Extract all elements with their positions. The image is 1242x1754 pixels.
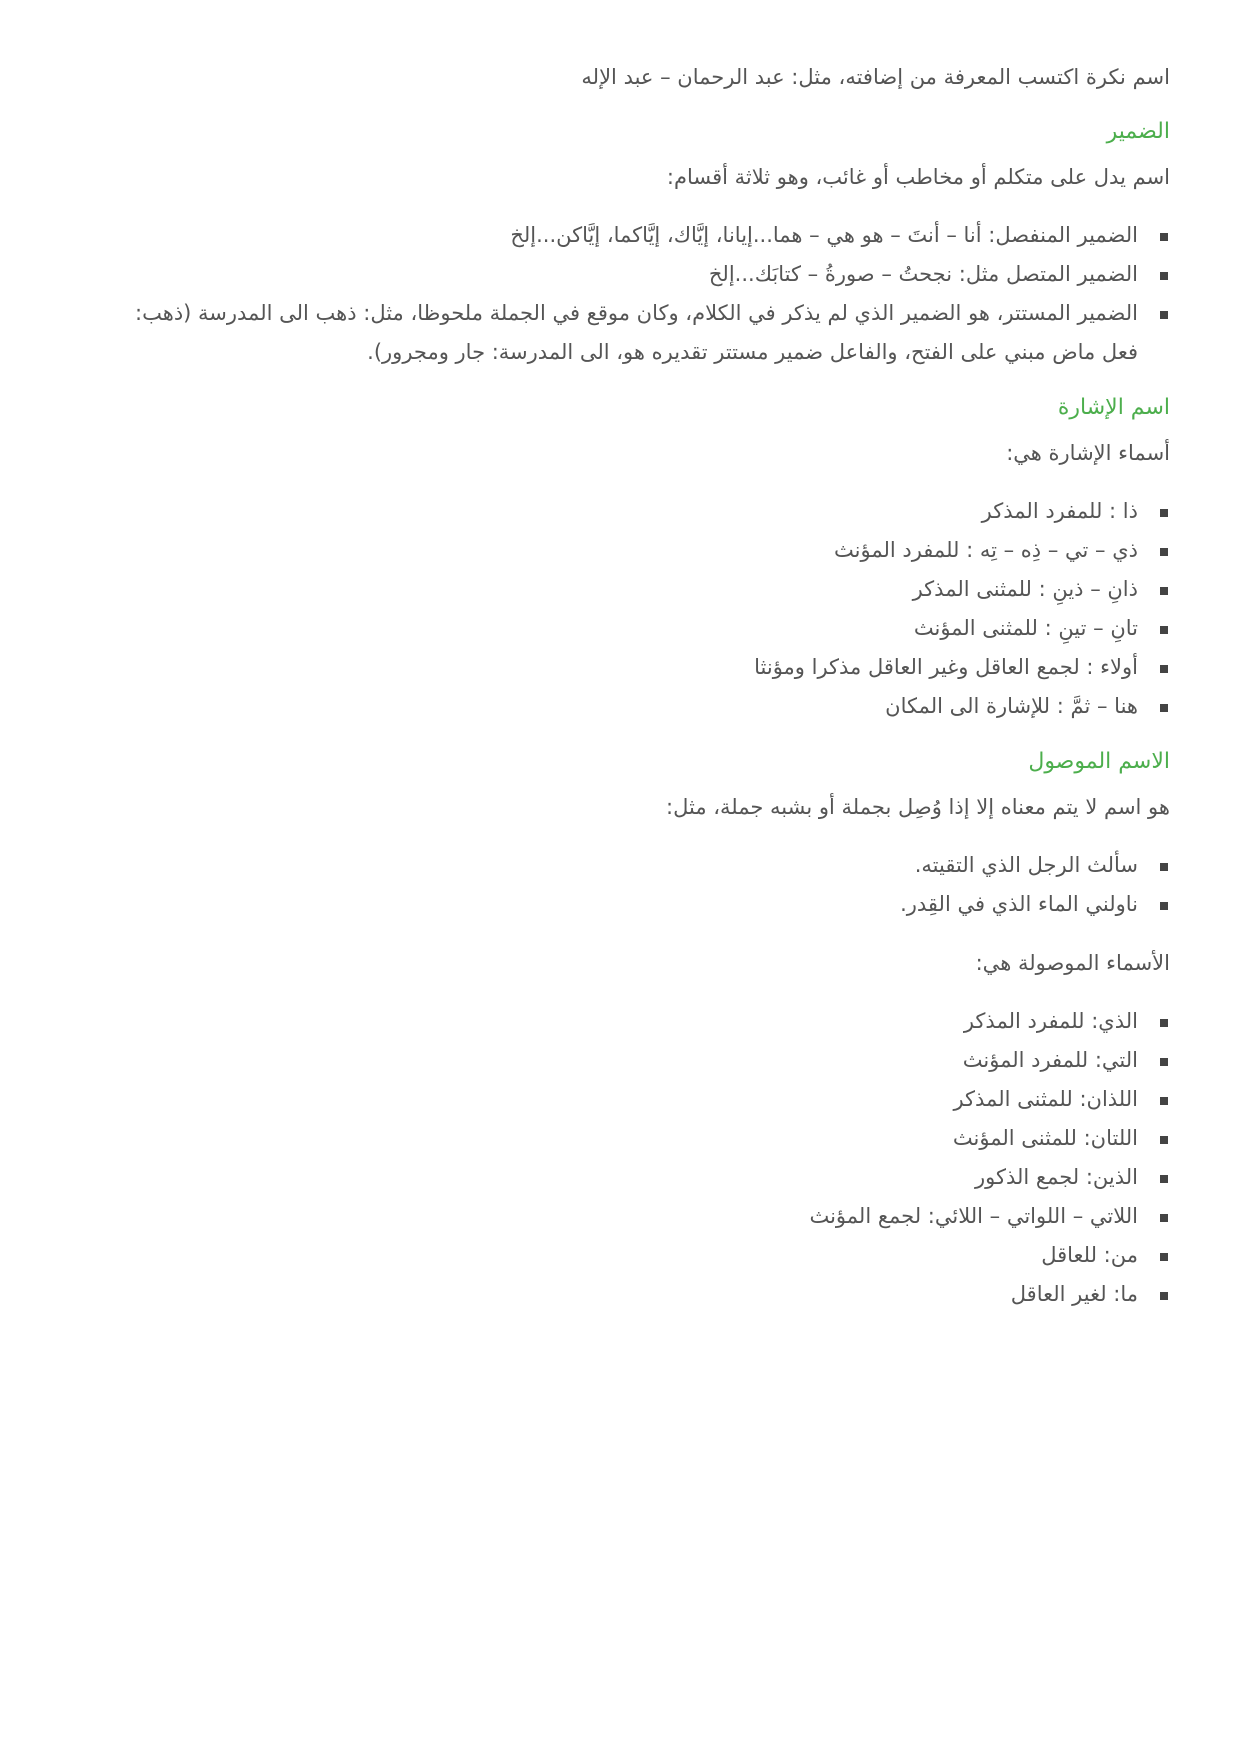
bullet-square-icon [1160,587,1168,595]
list-item-text: اللذان: للمثنى المذكر [953,1087,1138,1111]
bullet-square-icon [1160,1253,1168,1261]
bullet-square-icon [1160,233,1168,241]
list-item-text: الضمير المنفصل: أنا – أنتَ – هو هي – هما...إيانا، إيَّاك، إيَّاكما، إيَّاكن...إلخ [510,223,1138,247]
bullet-square-icon [1160,626,1168,634]
bullet-square-icon [1160,311,1168,319]
list-item [96,1080,1138,1119]
pronoun-description: اسم يدل على متكلم أو مخاطب أو غائب، وهو ثلاثة أقسام: [666,165,1170,189]
bullet-square-icon [1160,1058,1168,1066]
relative-heading: الاسم الموصول [1028,749,1170,774]
bullet-square-icon [1160,1175,1168,1183]
list-item [96,255,1138,294]
list-item [96,1236,1138,1275]
bullet-square-icon [1160,1214,1168,1222]
list-item [96,687,1138,726]
relative-pronouns-list [96,1002,1170,1314]
list-item [96,1158,1138,1197]
list-item-text: ذانِ – ذينِ : للمثنى المذكر [912,577,1138,601]
list-item-text: الضمير المستتر، هو الضمير الذي لم يذكر في الكلام، وكان موقع في الجملة ملحوظا، مثل: ذهب الى المدرسة (ذهب: فعل ماض مبني على الفتح، والفاعل ضمير مستتر تقديره هو، الى المدرسة: جار ومجرور). [135,301,1138,364]
list-item [96,570,1138,609]
bullet-square-icon [1160,1019,1168,1027]
list-item-text: ذا : للمفرد المذكر [981,499,1138,523]
demonstrative-list [96,492,1170,726]
list-item [96,648,1138,687]
intro-line: اسم نكرة اكتسب المعرفة من إضافته، مثل: عبد الرحمان – عبد الإله [581,65,1170,89]
demonstrative-heading: اسم الإشارة [1057,395,1170,420]
bullet-square-icon [1160,902,1168,910]
demonstrative-description: أسماء الإشارة هي: [1006,441,1170,465]
bullet-square-icon [1160,665,1168,673]
list-item-text: هنا – ثمَّ : للإشارة الى المكان [885,694,1138,718]
list-item [96,846,1138,885]
list-item [96,1002,1138,1041]
pronoun-heading: الضمير [1106,119,1170,144]
bullet-square-icon [1160,1097,1168,1105]
list-item [96,294,1138,372]
relative-description: هو اسم لا يتم معناه إلا إذا وُصِل بجملة أو بشبه جملة، مثل: [666,795,1170,819]
list-item-text: اللاتي – اللواتي – اللائي: لجمع المؤنث [809,1204,1138,1228]
list-item-text: الضمير المتصل مثل: نجحتُ – صورةُ – كتابَك...إلخ [708,262,1138,286]
list-item-text: أولاء : لجمع العاقل وغير العاقل مذكرا ومؤنثا [754,655,1138,679]
list-item-text: الذي: للمفرد المذكر [963,1009,1138,1033]
list-item [96,1041,1138,1080]
list-item-text: من: للعاقل [1041,1243,1138,1267]
list-item-text: سألث الرجل الذي التقيته. [914,853,1138,877]
list-item [96,609,1138,648]
bullet-square-icon [1160,548,1168,556]
list-item [96,1119,1138,1158]
bullet-square-icon [1160,1136,1168,1144]
list-item [96,492,1138,531]
list-item-text: ناولني الماء الذي في القِدر. [900,892,1138,916]
list-item-text: ما: لغير العاقل [1010,1282,1138,1306]
list-item [96,531,1138,570]
bullet-square-icon [1160,704,1168,712]
relative-list-intro: الأسماء الموصولة هي: [975,951,1170,975]
bullet-square-icon [1160,272,1168,280]
relative-examples-list [96,846,1170,924]
list-item-text: الذين: لجمع الذكور [974,1165,1138,1189]
bullet-square-icon [1160,509,1168,517]
list-item-text: ذي – تي – ذِه – تِه : للمفرد المؤنث [834,538,1138,562]
bullet-square-icon [1160,863,1168,871]
list-item [96,216,1138,255]
pronoun-list [96,216,1170,372]
list-item-text: تانِ – تينِ : للمثنى المؤنث [913,616,1138,640]
list-item-text: اللتان: للمثنى المؤنث [952,1126,1138,1150]
list-item [96,885,1138,924]
bullet-square-icon [1160,1292,1168,1300]
list-item [96,1275,1138,1314]
list-item-text: التي: للمفرد المؤنث [962,1048,1138,1072]
list-item [96,1197,1138,1236]
